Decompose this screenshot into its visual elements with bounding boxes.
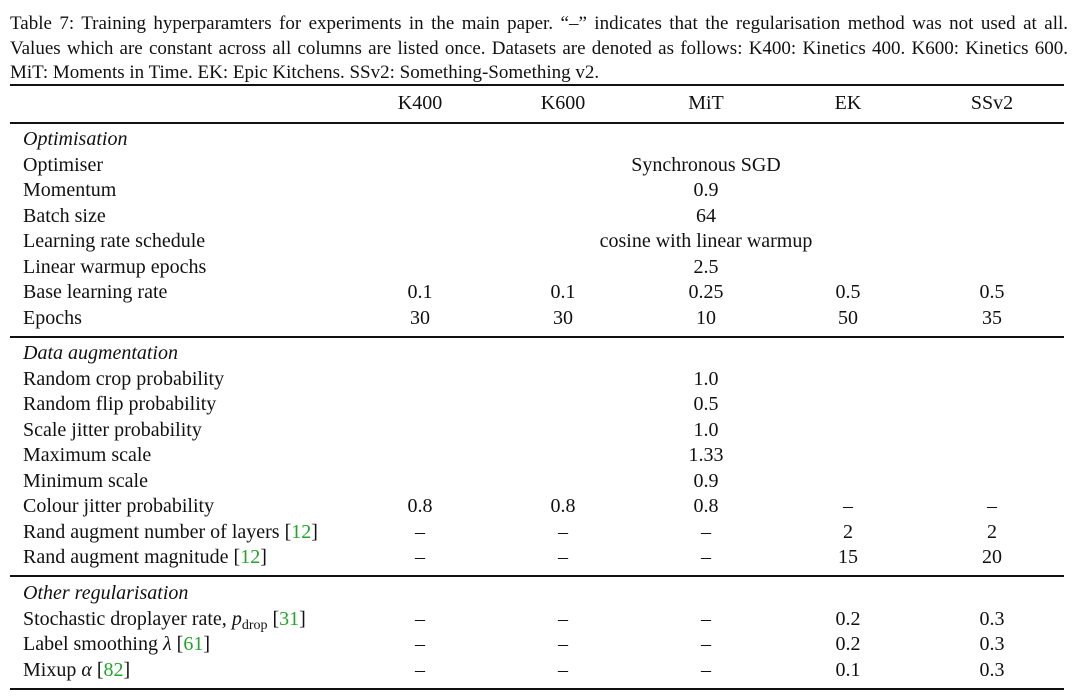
row-label-text: Mixup <box>23 658 77 681</box>
section-rule <box>10 336 1064 338</box>
citation-link[interactable]: 82 <box>103 658 124 681</box>
cell-value: 0.3 <box>979 658 1005 681</box>
table-row <box>10 307 1064 332</box>
shared-value: 2.5 <box>693 255 719 278</box>
table-row <box>10 546 1064 571</box>
table-row <box>10 368 1064 393</box>
row-label-text: Linear warmup epochs <box>23 255 207 278</box>
column-header: K400 <box>397 92 443 114</box>
section-title: Optimisation <box>23 128 128 150</box>
cell-value: – <box>701 546 711 568</box>
row-label-text: Label smoothing <box>23 633 158 655</box>
row-label <box>23 281 167 304</box>
cell-value: – <box>701 633 711 655</box>
row-label: Label smoothing λ [61] <box>23 633 210 655</box>
cell-value: 35 <box>982 306 1002 329</box>
table-row <box>10 608 1064 633</box>
citation-link[interactable]: 31 <box>279 607 300 630</box>
table-row <box>10 230 1064 255</box>
cell-value: 0.3 <box>979 633 1005 655</box>
table-row <box>10 205 1064 230</box>
table-caption: Table 7: Training hyperparamters for experiments in the main paper. “–” indicates that the regularisation method was not used at all. Values which are constant across all columns are listed once. Datasets are denoted as follows: K400: Kinetics 400. K600: Kinetics 600. MiT: Moments in Time. EK: Epic Kitchens. SSv2: Something-Something v2. <box>10 13 1068 83</box>
cell-value: 0.8 <box>550 495 576 517</box>
row-label <box>23 230 205 253</box>
citation-link[interactable]: 61 <box>183 633 204 655</box>
row-label: Rand augment number of layers [12] <box>23 520 318 543</box>
cell-value: 30 <box>553 306 573 329</box>
row-label-text: Random crop probability <box>23 367 225 390</box>
cell-value: – <box>987 495 997 517</box>
cell-value: – <box>415 658 425 681</box>
row-label-text: Batch size <box>23 204 106 227</box>
cell-value: 15 <box>838 546 858 568</box>
citation-link[interactable]: 12 <box>240 546 261 568</box>
header-row <box>10 92 1064 117</box>
column-header: MiT <box>688 92 724 114</box>
bottom-rule <box>10 688 1064 690</box>
row-label-text: Learning rate schedule <box>23 230 206 252</box>
row-label-text: Minimum scale <box>23 469 148 492</box>
shared-value: 0.9 <box>693 179 719 201</box>
column-header: EK <box>834 92 862 114</box>
citation-link[interactable]: 12 <box>291 520 312 543</box>
column-header: SSv2 <box>970 92 1014 114</box>
table-row <box>10 419 1064 444</box>
cell-value: 0.2 <box>835 607 861 630</box>
section-title-row <box>10 128 1064 153</box>
row-label-text: Maximum scale <box>23 444 152 466</box>
row-label <box>23 154 103 177</box>
cell-value: 50 <box>838 306 858 329</box>
table-row <box>10 393 1064 418</box>
cell-value: 30 <box>410 306 430 329</box>
section-title: Other regularisation <box>23 582 189 604</box>
cell-value: 0.1 <box>550 281 576 303</box>
cell-value: – <box>558 607 568 630</box>
shared-value: 1.0 <box>693 418 719 441</box>
table-row <box>10 256 1064 281</box>
row-label-text: Base learning rate <box>23 281 168 303</box>
column-header: K600 <box>540 92 586 114</box>
shared-value: cosine with linear warmup <box>599 230 813 252</box>
shared-value: 0.5 <box>693 393 719 415</box>
row-label <box>23 444 151 467</box>
section-title: Data augmentation <box>23 342 178 364</box>
math-symbol: α <box>81 658 92 681</box>
row-label-text: Epochs <box>23 306 82 329</box>
cell-value: – <box>558 546 568 568</box>
cell-value: 0.3 <box>979 607 1005 630</box>
row-label <box>23 205 106 228</box>
table-row <box>10 659 1064 684</box>
row-label <box>23 419 202 442</box>
cell-value: 0.2 <box>835 633 861 655</box>
cell-value: 0.1 <box>407 281 433 303</box>
cell-value: – <box>558 658 568 681</box>
cell-value: – <box>558 633 568 655</box>
table-row <box>10 444 1064 469</box>
cell-value: 0.1 <box>835 658 861 681</box>
cell-value: – <box>415 546 425 568</box>
table-row <box>10 281 1064 306</box>
cell-value: 0.8 <box>693 495 719 517</box>
shared-value: 64 <box>696 204 716 227</box>
cell-value: 0.5 <box>979 281 1005 303</box>
row-label <box>23 470 148 493</box>
table-row <box>10 495 1064 520</box>
table-row <box>10 633 1064 658</box>
row-label-text: Optimiser <box>23 153 103 176</box>
cell-value: 2 <box>843 520 853 543</box>
row-label-text: Rand augment number of layers <box>23 520 280 543</box>
row-label-text: Scale jitter probability <box>23 418 202 441</box>
row-label-text: Stochastic droplayer rate, <box>23 607 227 630</box>
cell-value: 0.8 <box>407 495 433 517</box>
row-label: Rand augment magnitude [12] <box>23 546 267 568</box>
cell-value: – <box>843 495 853 517</box>
section-title-row <box>10 582 1064 607</box>
shared-value: 0.9 <box>693 469 719 492</box>
row-label <box>23 368 224 391</box>
row-label: Mixup α [82] <box>23 658 131 681</box>
cell-value: – <box>701 607 711 630</box>
section-rule <box>10 575 1064 577</box>
row-label <box>23 307 82 330</box>
row-label <box>23 393 216 416</box>
row-label <box>23 495 214 518</box>
table-row <box>10 179 1064 204</box>
cell-value: – <box>415 607 425 630</box>
section-title-row <box>10 342 1064 367</box>
table-row <box>10 154 1064 179</box>
row-label-text: Random flip probability <box>23 393 217 415</box>
cell-value: – <box>558 520 568 543</box>
header-rule <box>10 122 1064 124</box>
math-symbol: λ <box>162 633 172 655</box>
cell-value: 0.5 <box>835 281 861 303</box>
top-rule <box>10 84 1064 86</box>
shared-value: 1.0 <box>693 367 719 390</box>
cell-value: – <box>415 520 425 543</box>
cell-value: – <box>415 633 425 655</box>
cell-value: 0.25 <box>688 281 724 303</box>
shared-value: Synchronous SGD <box>631 153 781 176</box>
row-label-text: Colour jitter probability <box>23 495 215 517</box>
cell-value: – <box>701 658 711 681</box>
table-row <box>10 521 1064 546</box>
row-label-text: Momentum <box>23 179 117 201</box>
table-row <box>10 470 1064 495</box>
cell-value: 2 <box>987 520 997 543</box>
cell-value: – <box>701 520 711 543</box>
cell-value: 20 <box>982 546 1002 568</box>
math-subscript: drop <box>241 617 268 633</box>
row-label-text: Rand augment magnitude <box>23 546 229 568</box>
row-label <box>23 256 206 279</box>
cell-value: 10 <box>696 306 716 329</box>
math-symbol: p <box>231 607 242 630</box>
row-label <box>23 179 116 202</box>
row-label: Stochastic droplayer rate, $p_{drop}$ [31] <box>23 607 306 633</box>
shared-value: 1.33 <box>688 444 724 466</box>
